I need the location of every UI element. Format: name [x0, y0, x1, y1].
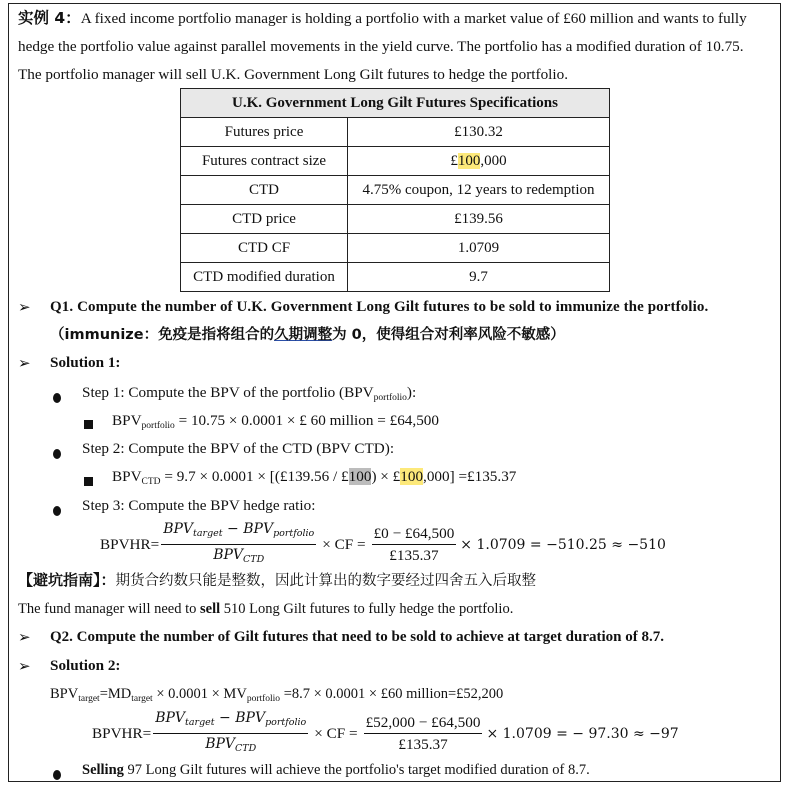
table-row	[181, 205, 610, 234]
calc-b: ) × £	[371, 468, 401, 485]
table-row	[181, 176, 610, 205]
table-row	[181, 147, 610, 176]
intro-line-1	[18, 8, 747, 29]
step-1-text: Step 1: Compute the BPV of the portfolio (BPV	[82, 384, 374, 401]
calc-c: × 0.0001 × MV	[152, 686, 247, 702]
subscript: CTD	[141, 477, 161, 487]
conclusion-bold: sell	[200, 601, 221, 617]
row-value	[348, 147, 610, 176]
round-bullet-icon	[53, 767, 61, 785]
fraction-denominator: $BPV_{CTD}$	[213, 547, 265, 565]
times-cf: × CF =	[314, 724, 358, 742]
conclusion-bold: Selling	[82, 762, 124, 778]
value-prefix: £	[450, 152, 458, 169]
formula-fraction-numeric	[364, 713, 483, 754]
question-2: Q2. Compute the number of Gilt futures that need to be sold to achieve at target duration of 8.7.	[50, 629, 664, 645]
step-1	[82, 383, 416, 403]
intro-line-3: The portfolio manager will sell U.K. Government Long Gilt futures to hedge the portfolio.	[18, 66, 568, 83]
fraction-denominator: £135.37	[398, 736, 448, 753]
formula-lhs: BPVHR=	[100, 535, 160, 553]
times-cf: × CF =	[322, 535, 366, 553]
row-value: 9.7	[348, 263, 610, 292]
arrow-bullet-icon: ➢	[18, 628, 31, 646]
conclusion-post: 97 Long Gilt futures will achieve the portfolio's target modified duration of 8.7.	[123, 762, 590, 778]
value-suffix: ,000	[480, 152, 507, 169]
row-label: CTD modified duration	[181, 263, 348, 292]
square-bullet-icon	[84, 416, 93, 434]
fraction-numerator: £52,000 − £64,500	[364, 713, 483, 734]
conclusion-pre: The fund manager will need to	[18, 601, 200, 617]
calc-pre: BPV	[112, 468, 142, 485]
calc-c: ,000] =£135.37	[423, 468, 517, 485]
round-bullet-icon	[53, 446, 61, 464]
round-bullet-icon	[53, 503, 61, 521]
step-2: Step 2: Compute the BPV of the CTD (BPV CTD):	[82, 440, 395, 457]
note-underlined: 久期调整	[274, 327, 333, 343]
conclusion-2	[82, 760, 590, 780]
row-value: £139.56	[348, 205, 610, 234]
note-prefix: （immunize：免疫是指将组合的	[50, 327, 275, 343]
highlighted-text: 100	[400, 468, 424, 485]
q1-note	[50, 325, 565, 345]
calc-a: = 9.7 × 0.0001 × [(£139.56 / £	[160, 468, 349, 485]
row-label: CTD CF	[181, 234, 348, 263]
step-3: Step 3: Compute the BPV hedge ratio:	[82, 497, 316, 514]
table-row	[181, 263, 610, 292]
row-value: 1.0709	[348, 234, 610, 263]
formula-lhs: BPVHR=	[92, 724, 152, 742]
step-2-calculation	[112, 467, 516, 487]
formula-fraction-numeric	[372, 524, 457, 565]
calc-a: BPV	[50, 686, 79, 702]
arrow-bullet-icon: ➢	[18, 298, 31, 316]
row-value: 4.75% coupon, 12 years to redemption	[348, 176, 610, 205]
calc-rest: = 10.75 × 0.0001 × £ 60 million = £64,500	[174, 412, 439, 429]
highlighted-text: 100	[348, 468, 372, 485]
note-suffix: 为 0，使得组合对利率风险不敏感）	[332, 327, 565, 343]
hedge-ratio-formula-2	[92, 709, 679, 758]
question-1: Q1. Compute the number of U.K. Government Long Gilt futures to be sold to immunize the portfolio.	[50, 299, 709, 315]
table-title: U.K. Government Long Gilt Futures Specifications	[181, 89, 610, 118]
row-label: CTD price	[181, 205, 348, 234]
hedge-ratio-formula-1	[100, 520, 666, 569]
formula-fraction-symbolic	[153, 709, 308, 758]
row-value: £130.32	[348, 118, 610, 147]
example-label: 实例 4：	[18, 9, 81, 27]
fraction-denominator: $BPV_{CTD}$	[205, 736, 257, 754]
conclusion-post: 510 Long Gilt futures to fully hedge the portfolio.	[220, 601, 514, 617]
subscript: portfolio	[141, 421, 175, 431]
highlighted-text: 100	[457, 152, 481, 169]
row-label: Futures contract size	[181, 147, 348, 176]
formula-result: × 1.0709 = − 97.30 ≈ −97	[486, 725, 679, 742]
formula-result: × 1.0709 = −510.25 ≈ −510	[460, 536, 666, 553]
fraction-numerator: $BPV_{target} - BPV_{portfolio}$	[161, 520, 316, 545]
table-header-row	[181, 89, 610, 118]
round-bullet-icon	[53, 390, 61, 408]
subscript: portfolio	[373, 393, 407, 403]
table-row	[181, 234, 610, 263]
subscript: portfolio	[246, 694, 281, 704]
fraction-denominator: £135.37	[389, 547, 439, 564]
step-1-end: ):	[406, 384, 417, 401]
tip-label: 【避坑指南】：	[18, 571, 116, 589]
solution-1-label: Solution 1:	[50, 354, 121, 371]
subscript: target	[78, 694, 100, 704]
step-1-calculation	[112, 411, 439, 431]
solution-2-calculation	[50, 684, 503, 704]
conclusion-1	[18, 599, 513, 619]
futures-spec-table	[180, 88, 610, 292]
formula-fraction-symbolic	[161, 520, 316, 569]
table-row	[181, 118, 610, 147]
square-bullet-icon	[84, 473, 93, 491]
row-label: CTD	[181, 176, 348, 205]
arrow-bullet-icon: ➢	[18, 657, 31, 675]
intro-text-1: A fixed income portfolio manager is holding a portfolio with a market value of £60 million and wants to fully	[80, 10, 747, 27]
solution-2-label: Solution 2:	[50, 657, 121, 674]
calc-d: =8.7 × 0.0001 × £60 million=£52,200	[280, 686, 504, 702]
fraction-numerator: £0 − £64,500	[372, 524, 457, 545]
arrow-bullet-icon: ➢	[18, 354, 31, 372]
calc-b: =MD	[99, 686, 132, 702]
subscript: target	[131, 694, 153, 704]
row-label: Futures price	[181, 118, 348, 147]
fraction-numerator: $BPV_{target} - BPV_{portfolio}$	[153, 709, 308, 734]
tip-text: 期货合约数只能是整数，因此计算出的数字要经过四舍五入后取整	[115, 573, 537, 589]
tip-line	[18, 570, 536, 591]
intro-line-2: hedge the portfolio value against parallel movements in the yield curve. The portfolio has a modified duration of 10.75.	[18, 38, 744, 55]
calc-pre: BPV	[112, 412, 142, 429]
